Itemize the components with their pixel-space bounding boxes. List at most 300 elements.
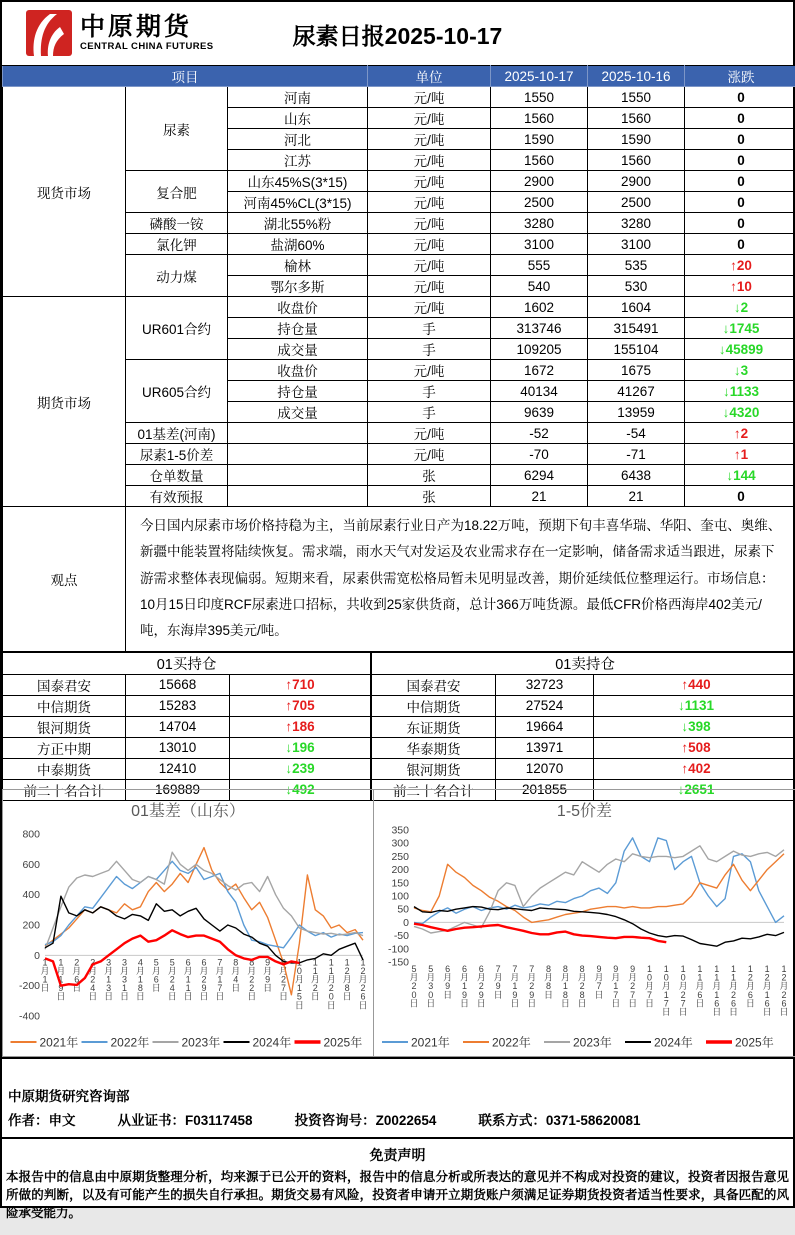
position-change	[594, 674, 795, 695]
change-value: ↑186	[285, 719, 314, 734]
change-cell	[685, 150, 795, 171]
svg-text:1月1日: 1 月 1 日	[40, 957, 49, 993]
svg-text:4月18日: 4 月 1 8 日	[136, 957, 145, 1001]
change-cell	[685, 255, 795, 276]
value-today: 313746	[491, 318, 588, 339]
unit-cell: 手	[368, 318, 491, 339]
change-value: ↓2651	[678, 782, 715, 797]
broker-name: 国泰君安	[372, 674, 496, 695]
change-value: 0	[737, 216, 745, 231]
position-value: 13010	[126, 737, 230, 758]
svg-text:1月19日: 1 月 1 9 日	[56, 957, 65, 1001]
value-prev: 1560	[588, 150, 685, 171]
change-value: ↓239	[285, 761, 314, 776]
svg-text:800: 800	[22, 828, 40, 840]
svg-text:400: 400	[22, 889, 40, 901]
svg-text:50: 50	[397, 903, 409, 915]
unit-cell: 元/吨	[368, 87, 491, 108]
change-value: ↓3	[734, 363, 748, 378]
position-value: 12070	[496, 758, 594, 779]
contact: 联系方式：0371-58620081	[478, 1109, 640, 1129]
change-value: ↑10	[730, 279, 752, 294]
value-prev: 1560	[588, 108, 685, 129]
svg-text:-400: -400	[19, 1010, 40, 1022]
change-value: ↓398	[681, 719, 710, 734]
change-cell	[685, 423, 795, 444]
page-title: 尿素日报2025-10-17	[2, 18, 793, 51]
change-value: ↓144	[726, 468, 755, 483]
group-label: 氯化钾	[126, 234, 228, 255]
svg-text:2021年: 2021年	[411, 1034, 450, 1049]
unit-cell: 手	[368, 402, 491, 423]
unit-cell: 手	[368, 339, 491, 360]
change-value: ↑20	[730, 258, 752, 273]
svg-text:350: 350	[391, 824, 409, 836]
value-prev: 41267	[588, 381, 685, 402]
position-row	[372, 674, 795, 695]
change-value: ↓45899	[719, 342, 763, 357]
charts-section	[2, 789, 793, 1059]
svg-text:5月30日: 5 月 3 0 日	[426, 964, 435, 1008]
disclaimer-box	[2, 1139, 793, 1235]
unit-cell: 元/吨	[368, 150, 491, 171]
group-label: UR601合约	[126, 297, 228, 360]
svg-text:12月26日: 1 2 月 2 6 日	[358, 957, 367, 1010]
value-today: 9639	[491, 402, 588, 423]
value-prev: 13959	[588, 402, 685, 423]
author: 作者：申文	[8, 1109, 76, 1129]
change-value: 0	[737, 237, 745, 252]
group-label: 尿素	[126, 87, 228, 171]
value-today: 1560	[491, 108, 588, 129]
item-name: 河南45%CL(3*15)	[228, 192, 368, 213]
report-footer	[2, 1059, 793, 1139]
broker-name: 前二十名合计	[372, 779, 496, 800]
svg-text:9月7日: 9 月 7 日	[594, 964, 603, 1000]
svg-text:200: 200	[22, 919, 40, 931]
value-today: 109205	[491, 339, 588, 360]
item-name: 江苏	[228, 150, 368, 171]
item-name	[228, 423, 368, 444]
disclaimer-body: 本报告中的信息由中原期货整理分析，均来源于已公开的资料，报告中的信息分析或所表达的意见并不构成对投资的建议，投资者因报告意见所做的判断，以及有可能产生的损失自行承担。期货交易有风险，投资者申请开立期货账户须满足证券期货投资者适当性要求，具备匹配的风险承受能力。	[6, 1168, 789, 1222]
svg-text:2024年: 2024年	[654, 1034, 693, 1049]
change-value: ↓492	[285, 782, 314, 797]
item-name: 持仓量	[228, 318, 368, 339]
value-today: 1560	[491, 150, 588, 171]
change-value: 0	[737, 90, 745, 105]
broker-name: 方正中期	[3, 737, 126, 758]
change-value: ↑2	[734, 426, 748, 441]
item-name: 山东45%S(3*15)	[228, 171, 368, 192]
svg-text:2024年: 2024年	[253, 1034, 292, 1049]
unit-cell: 元/吨	[368, 297, 491, 318]
change-value: ↓1133	[723, 384, 759, 399]
svg-text:2月24日: 2 月 2 4 日	[88, 957, 97, 1001]
position-change	[594, 758, 795, 779]
disclaimer-title: 免责声明	[6, 1145, 789, 1165]
position-change	[594, 695, 795, 716]
svg-text:8月8日: 8 月 8 日	[544, 964, 553, 1000]
change-value: 0	[737, 132, 745, 147]
group-label: 复合肥	[126, 171, 228, 213]
col-header-unit: 单位	[368, 66, 491, 87]
svg-text:150: 150	[391, 877, 409, 889]
svg-text:0: 0	[403, 916, 409, 928]
legend-item	[82, 1034, 150, 1049]
position-row	[372, 716, 795, 737]
position-value: 15283	[126, 695, 230, 716]
table-header-row	[3, 66, 795, 87]
svg-text:7月17日: 7 月 1 7 日	[215, 957, 224, 1001]
value-today: 2900	[491, 171, 588, 192]
col-header-date2: 2025-10-16	[588, 66, 685, 87]
change-cell	[685, 444, 795, 465]
table-row	[3, 87, 795, 108]
value-prev: 530	[588, 276, 685, 297]
svg-text:6月29日: 6 月 2 9 日	[477, 964, 486, 1008]
unit-cell: 元/吨	[368, 360, 491, 381]
change-cell	[685, 276, 795, 297]
svg-text:11月2日: 1 1 月 2 日	[311, 957, 320, 1001]
logo-name-cn: 中原期货	[80, 14, 213, 42]
legend-item	[463, 1034, 531, 1049]
advisory-number: 投资咨询号：Z0022654	[295, 1109, 437, 1129]
change-cell	[685, 318, 795, 339]
position-row	[3, 758, 371, 779]
viewpoint-text: 今日国内尿素市场价格持稳为主，当前尿素行业日产为18.22万吨，预期下旬丰喜华瑞、华阳、奎屯、奥维、新疆中能装置将陆续恢复。需求端，雨水天气对发运及农业需求存在一定影响，储备需求适当跟进，尿素下游需求整体表现偏弱。短期来看，尿素供需宽松格局暂未见明显改善，期价延续低位整理运行。市场信息：10月15日印度RCF尿素进口招标，共收到25家供货商，总计366万吨货源。最低CFR价格西海岸402美元/吨，东海岸395美元/吨。	[126, 507, 795, 652]
svg-text:6月11日: 6 月 1 1 日	[184, 957, 193, 1001]
svg-text:2023年: 2023年	[573, 1034, 612, 1049]
svg-text:3月31日: 3 月 3 1 日	[120, 957, 129, 1001]
svg-text:-200: -200	[19, 980, 40, 992]
group-label: 动力煤	[126, 255, 228, 297]
position-value: 201855	[496, 779, 594, 800]
logo-name-en: CENTRAL CHINA FUTURES	[80, 41, 213, 52]
svg-text:6月19日: 6 月 1 9 日	[460, 964, 469, 1008]
svg-text:10月17日: 1 0 月 1 7 日	[662, 964, 671, 1017]
position-row	[3, 695, 371, 716]
change-value: ↑402	[681, 761, 710, 776]
item-name	[228, 486, 368, 507]
positions-section	[2, 652, 793, 789]
svg-text:7月19日: 7 月 1 9 日	[510, 964, 519, 1008]
svg-text:0: 0	[34, 949, 40, 961]
change-value: ↓196	[285, 740, 314, 755]
position-value: 32723	[496, 674, 594, 695]
short-positions-table	[371, 652, 795, 801]
position-value: 169889	[126, 779, 230, 800]
svg-text:11月6日: 1 1 月 6 日	[695, 964, 704, 1008]
value-today: 3280	[491, 213, 588, 234]
change-value: ↑710	[285, 677, 314, 692]
value-prev: 535	[588, 255, 685, 276]
position-change	[230, 674, 371, 695]
svg-text:-100: -100	[388, 943, 409, 955]
svg-text:1-5价差: 1-5价差	[557, 802, 612, 820]
position-row	[372, 695, 795, 716]
item-name: 成交量	[228, 402, 368, 423]
value-prev: 315491	[588, 318, 685, 339]
svg-text:200: 200	[391, 864, 409, 876]
position-change	[594, 716, 795, 737]
position-value: 27524	[496, 695, 594, 716]
group-label: 有效预报	[126, 486, 228, 507]
unit-cell: 元/吨	[368, 129, 491, 150]
value-today: 540	[491, 276, 588, 297]
item-name: 收盘价	[228, 360, 368, 381]
change-value: ↓2	[734, 300, 748, 315]
change-value: ↓1745	[723, 321, 760, 336]
spread-chart	[374, 790, 795, 1057]
long-positions-title: 01买持仓	[3, 652, 371, 674]
svg-text:300: 300	[391, 837, 409, 849]
value-today: 40134	[491, 381, 588, 402]
market-data-table	[2, 65, 795, 652]
item-name	[228, 465, 368, 486]
item-name: 盐湖60%	[228, 234, 368, 255]
value-today: 2500	[491, 192, 588, 213]
svg-text:9月27日: 9 月 2 7 日	[279, 957, 288, 1001]
svg-text:11月20日: 1 1 月 2 0 日	[327, 957, 336, 1010]
change-value: 0	[737, 195, 745, 210]
position-value: 14704	[126, 716, 230, 737]
legend-item	[153, 1034, 221, 1049]
position-row	[3, 716, 371, 737]
legend-item	[224, 1034, 292, 1049]
item-name: 鄂尔多斯	[228, 276, 368, 297]
svg-text:2021年: 2021年	[40, 1034, 79, 1049]
value-prev: 1550	[588, 87, 685, 108]
change-value: 0	[737, 111, 745, 126]
legend-item	[295, 1034, 363, 1049]
svg-text:8月28日: 8 月 2 8 日	[578, 964, 587, 1008]
svg-text:2022年: 2022年	[492, 1034, 531, 1049]
position-change	[230, 716, 371, 737]
change-value: ↑440	[681, 677, 710, 692]
svg-text:12月8日: 1 2 月 8 日	[343, 957, 352, 1001]
broker-name: 银河期货	[372, 758, 496, 779]
item-name: 河南	[228, 87, 368, 108]
value-today: 21	[491, 486, 588, 507]
broker-name: 中泰期货	[3, 758, 126, 779]
value-prev: 1590	[588, 129, 685, 150]
svg-text:-150: -150	[388, 956, 409, 968]
legend-item	[11, 1034, 79, 1049]
viewpoint-row	[3, 507, 795, 652]
long-positions-table	[2, 652, 371, 801]
value-today: -70	[491, 444, 588, 465]
position-change	[594, 737, 795, 758]
svg-text:5月24日: 5 月 2 4 日	[168, 957, 177, 1001]
svg-text:5月20日: 5 月 2 0 日	[409, 964, 418, 1008]
group-label: 尿素1-5价差	[126, 444, 228, 465]
item-name: 收盘价	[228, 297, 368, 318]
broker-name: 中信期货	[3, 695, 126, 716]
position-row	[372, 737, 795, 758]
svg-text:9月27日: 9 月 2 7 日	[628, 964, 637, 1008]
change-value: ↓4320	[723, 405, 760, 420]
unit-cell: 元/吨	[368, 423, 491, 444]
change-value: 0	[737, 153, 745, 168]
change-cell	[685, 402, 795, 423]
report-header	[2, 2, 793, 65]
position-row	[3, 737, 371, 758]
svg-text:01基差（山东）: 01基差（山东）	[131, 802, 245, 820]
change-value: ↑508	[681, 740, 710, 755]
unit-cell: 元/吨	[368, 276, 491, 297]
position-value: 12410	[126, 758, 230, 779]
value-prev: 6438	[588, 465, 685, 486]
svg-text:2022年: 2022年	[111, 1034, 150, 1049]
group-label: 仓单数量	[126, 465, 228, 486]
svg-text:2025年: 2025年	[735, 1034, 774, 1049]
change-value: 0	[737, 489, 745, 504]
item-name: 持仓量	[228, 381, 368, 402]
position-value: 13971	[496, 737, 594, 758]
svg-text:11月16日: 1 1 月 1 6 日	[712, 964, 721, 1017]
value-prev: 3100	[588, 234, 685, 255]
position-value: 15668	[126, 674, 230, 695]
change-value: ↑1	[734, 447, 748, 462]
svg-text:3月13日: 3 月 1 3 日	[104, 957, 113, 1001]
unit-cell: 元/吨	[368, 234, 491, 255]
position-change	[230, 695, 371, 716]
value-today: 555	[491, 255, 588, 276]
svg-text:9月9日: 9 月 9 日	[263, 957, 272, 993]
svg-text:250: 250	[391, 850, 409, 862]
change-value: ↑705	[285, 698, 314, 713]
value-prev: 2900	[588, 171, 685, 192]
legend-item	[625, 1034, 693, 1049]
change-cell	[685, 486, 795, 507]
change-cell	[685, 171, 795, 192]
group-label: UR605合约	[126, 360, 228, 423]
item-name: 山东	[228, 108, 368, 129]
value-prev: 2500	[588, 192, 685, 213]
value-prev: -71	[588, 444, 685, 465]
position-change	[230, 737, 371, 758]
change-cell	[685, 129, 795, 150]
change-cell	[685, 108, 795, 129]
col-header-date1: 2025-10-17	[491, 66, 588, 87]
unit-cell: 张	[368, 465, 491, 486]
section-label: 现货市场	[3, 87, 126, 297]
value-today: 1672	[491, 360, 588, 381]
svg-text:7月29日: 7 月 2 9 日	[527, 964, 536, 1008]
change-cell	[685, 381, 795, 402]
unit-cell: 元/吨	[368, 255, 491, 276]
basis-chart	[3, 790, 373, 1057]
svg-text:8月4日: 8 月 4 日	[231, 957, 240, 993]
change-cell	[685, 465, 795, 486]
col-header-change: 涨跌	[685, 66, 795, 87]
item-name: 成交量	[228, 339, 368, 360]
basis-chart-cell	[2, 789, 374, 1057]
svg-text:600: 600	[22, 858, 40, 870]
change-cell	[685, 192, 795, 213]
svg-text:10月15日: 1 0 月 1 5 日	[295, 957, 304, 1010]
change-cell	[685, 213, 795, 234]
position-change	[230, 758, 371, 779]
value-prev: 1675	[588, 360, 685, 381]
svg-text:2月6日: 2 月 6 日	[72, 957, 81, 993]
value-prev: 1604	[588, 297, 685, 318]
author-line	[8, 1109, 787, 1129]
broker-name: 前二十名合计	[3, 779, 126, 800]
table-row	[3, 297, 795, 318]
svg-text:12月6日: 1 2 月 6 日	[746, 964, 755, 1008]
unit-cell: 元/吨	[368, 444, 491, 465]
legend-item	[544, 1034, 612, 1049]
svg-text:6月9日: 6 月 9 日	[443, 964, 452, 1000]
unit-cell: 张	[368, 486, 491, 507]
change-cell	[685, 297, 795, 318]
broker-name: 国泰君安	[3, 674, 126, 695]
value-today: 3100	[491, 234, 588, 255]
value-today: 1602	[491, 297, 588, 318]
item-name: 榆林	[228, 255, 368, 276]
value-today: 1590	[491, 129, 588, 150]
section-label: 期货市场	[3, 297, 126, 507]
unit-cell: 元/吨	[368, 192, 491, 213]
viewpoint-label: 观点	[3, 507, 126, 652]
item-name	[228, 444, 368, 465]
svg-text:2023年: 2023年	[182, 1034, 221, 1049]
value-prev: 21	[588, 486, 685, 507]
value-today: 6294	[491, 465, 588, 486]
group-label: 01基差(河南)	[126, 423, 228, 444]
value-prev: -54	[588, 423, 685, 444]
unit-cell: 手	[368, 381, 491, 402]
svg-text:12月26日: 1 2 月 2 6 日	[779, 964, 788, 1017]
position-value: 19664	[496, 716, 594, 737]
svg-text:7月9日: 7 月 9 日	[494, 964, 503, 1000]
svg-text:10月27日: 1 0 月 2 7 日	[679, 964, 688, 1017]
legend-item	[706, 1034, 774, 1049]
change-value: ↓1131	[678, 698, 714, 713]
practice-cert: 从业证书：F03117458	[118, 1109, 253, 1129]
change-cell	[685, 339, 795, 360]
broker-name: 银河期货	[3, 716, 126, 737]
unit-cell: 元/吨	[368, 171, 491, 192]
svg-text:8月22日: 8 月 2 2 日	[247, 957, 256, 1001]
item-name: 湖北55%粉	[228, 213, 368, 234]
department-name: 中原期货研究咨询部	[8, 1085, 787, 1105]
svg-text:8月18日: 8 月 1 8 日	[561, 964, 570, 1008]
group-label: 磷酸一铵	[126, 213, 228, 234]
svg-text:11月26日: 1 1 月 2 6 日	[729, 964, 738, 1017]
broker-name: 中信期货	[372, 695, 496, 716]
svg-text:9月17日: 9 月 1 7 日	[611, 964, 620, 1008]
svg-text:12月16日: 1 2 月 1 6 日	[763, 964, 772, 1017]
spread-chart-cell	[374, 789, 795, 1057]
value-today: 1550	[491, 87, 588, 108]
legend-item	[382, 1034, 450, 1049]
value-prev: 3280	[588, 213, 685, 234]
svg-text:6月29日: 6 月 2 9 日	[199, 957, 208, 1001]
svg-text:2025年: 2025年	[324, 1034, 363, 1049]
change-cell	[685, 360, 795, 381]
position-row	[3, 674, 371, 695]
short-positions-title: 01卖持仓	[372, 652, 795, 674]
broker-name: 东证期货	[372, 716, 496, 737]
change-cell	[685, 234, 795, 255]
item-name: 河北	[228, 129, 368, 150]
unit-cell: 元/吨	[368, 213, 491, 234]
unit-cell: 元/吨	[368, 108, 491, 129]
svg-text:100: 100	[391, 890, 409, 902]
svg-text:5月6日: 5 月 6 日	[152, 957, 161, 993]
